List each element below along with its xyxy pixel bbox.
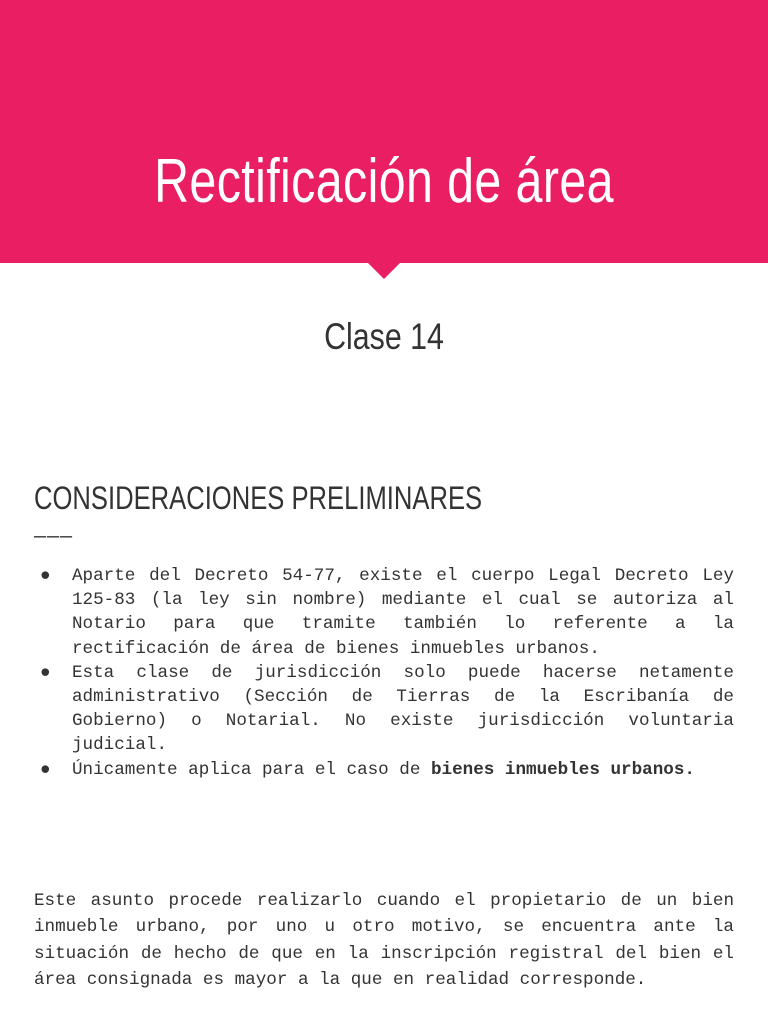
list-item — [34, 758, 734, 782]
section-heading: CONSIDERACIONES PRELIMINARES — [34, 480, 483, 516]
bullet-text: Esta clase de jurisdicción solo puede hacerse netamente administrativo (Sección de Tierras de la Escribanía de Gobierno) o Notarial. No existe jurisdicción voluntaria judicial. — [72, 662, 734, 756]
section-divider: ——— — [34, 526, 74, 549]
body-paragraph: Este asunto procede realizarlo cuando el propietario de un bien inmueble urbano, por uno u otro motivo, se encuentra ante la situación de hecho de que en la inscripción registral del bien el área consignada es mayor a la que en realidad corresponde. — [34, 891, 734, 990]
page-title: Rectificación de área — [154, 147, 614, 216]
bullet-icon: ● — [40, 759, 51, 780]
list-item — [34, 564, 734, 661]
bullet-icon: ● — [40, 662, 51, 683]
bullet-text: Únicamente aplica para el caso de — [72, 759, 431, 780]
banner-notch — [368, 263, 400, 279]
bullet-icon: ● — [40, 566, 51, 586]
bullet-bold-text: bienes inmuebles urbanos. — [430, 759, 695, 780]
class-subtitle: Clase 14 — [324, 316, 444, 357]
bullet-text: Aparte del Decreto 54-77, existe el cuerpo Legal Decreto Ley 125-83 (la ley sin nombre) mediante el cual se autoriza al Notario para que tramite también lo referente a la rectificación de área de bienes inmuebles urbanos. — [72, 566, 734, 659]
bullet-list — [34, 564, 734, 782]
list-item — [34, 661, 734, 758]
